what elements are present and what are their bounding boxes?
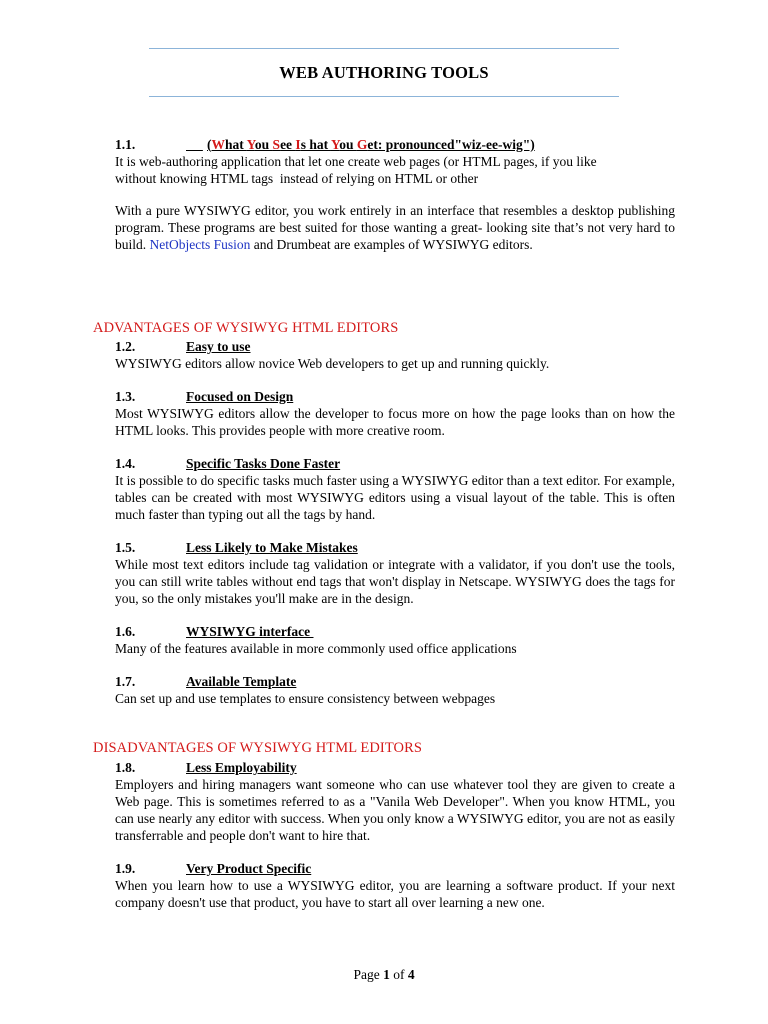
advantage-item [115, 673, 675, 707]
item-text: Employers and hiring managers want someone who can use whatever tool they are given to create a Web page. This is sometimes referred to as a "Vanila Web Developer". When you know HTML, you can use nearly any editor with success. When you only know a WYSIWYG editor, you are not as easily transferrable and people don't want to hire that. [115, 777, 675, 843]
acronym-letter-red: S [272, 137, 281, 152]
acronym-text: ee [280, 137, 296, 152]
wysiwyg-acronym [207, 137, 535, 152]
intro-heading [115, 136, 675, 153]
advantage-item [115, 455, 675, 523]
acronym-text: hat [225, 137, 247, 152]
footer-of: of [389, 967, 408, 982]
advantage-item [115, 539, 675, 607]
acronym-text: ( [207, 137, 212, 152]
acronym-text: ou [254, 137, 273, 152]
disadvantage-item [115, 860, 675, 911]
title-bottom-rule [149, 96, 619, 97]
intro-paragraph-2-start: With a pure WYSIWYG editor, you work entirely in an interface that resembles a desktop publishing program. These programs are best suited for those wanting a great- looking site that’s not very hard to build. [115, 203, 675, 252]
footer-prefix: Page [353, 967, 384, 982]
intro-paragraph-2-end: and Drumbeat are examples of WYSIWYG editors. [250, 237, 533, 252]
item-number: 1.1. [115, 137, 136, 152]
item-number: 1.2. [115, 339, 136, 354]
blank-underline [186, 136, 207, 153]
item-text: While most text editors include tag validation or integrate with a validator, if you don't use the tools, you can still write tables without end tags that won't display in Netscape. WYSIWYG does the tags for you, so the only mistakes you'll make are in the design. [115, 557, 675, 606]
intro-line-1: It is web-authoring application that let one create web pages (or HTML pages, if you like [115, 154, 597, 169]
page-title: WEB AUTHORING TOOLS [279, 63, 489, 82]
item-title: WYSIWYG interface [186, 624, 314, 639]
acronym-text: s hat [300, 137, 331, 152]
page-footer [0, 966, 768, 983]
item-number: 1.7. [115, 674, 136, 689]
item-number: 1.4. [115, 456, 136, 471]
item-title: Easy to use [186, 339, 251, 354]
item-number: 1.9. [115, 861, 136, 876]
top-rule [149, 48, 619, 49]
acronym-text: et: pronounced"wiz-ee-wig") [367, 137, 535, 152]
item-text: Many of the features available in more commonly used office applications [115, 641, 517, 656]
item-text: It is possible to do specific tasks much faster using a WYSIWYG editor than a text editor. For example, tables can be created with most WYSIWYG editors using a visual layout of the table. This is often much faster than typing out all the tags by hand. [115, 473, 675, 522]
item-number: 1.6. [115, 624, 136, 639]
acronym-letter-red: Y [330, 137, 340, 152]
acronym-letter-red: W [211, 137, 225, 152]
netobjects-fusion-link[interactable]: NetObjects Fusion [149, 237, 251, 252]
item-title: Specific Tasks Done Faster [186, 456, 341, 471]
item-text: Most WYSIWYG editors allow the developer to focus more on how the page looks than on how the HTML looks. This provides people with more creative room. [115, 406, 675, 438]
advantage-item [115, 338, 675, 372]
intro-section [115, 136, 675, 187]
item-title: Less Likely to Make Mistakes [186, 540, 358, 555]
acronym-letter-red: Y [246, 137, 255, 152]
footer-total-pages: 4 [407, 967, 415, 982]
advantage-item [115, 623, 675, 657]
acronym-letter-red: G [356, 137, 368, 152]
advantage-item [115, 388, 675, 439]
item-text: Can set up and use templates to ensure consistency between webpages [115, 691, 496, 706]
disadvantages-heading: DISADVANTAGES OF WYSIWYG HTML EDITORS [93, 740, 423, 756]
item-title: Very Product Specific [186, 861, 312, 876]
item-title: Less Employability [186, 760, 297, 775]
item-text: WYSIWYG editors allow novice Web developers to get up and running quickly. [115, 356, 550, 371]
disadvantage-item [115, 759, 675, 844]
item-title: Available Template [186, 674, 297, 689]
item-number: 1.3. [115, 389, 136, 404]
footer-current-page: 1 [383, 967, 390, 982]
intro-paragraph-2 [115, 202, 675, 253]
item-text: When you learn how to use a WYSIWYG editor, you are learning a software product. If your next company doesn't use that product, you have to start all over learning a new one. [115, 878, 675, 910]
item-title: Focused on Design [186, 389, 294, 404]
item-number: 1.8. [115, 760, 136, 775]
acronym-text: ou [339, 137, 357, 152]
intro-line-2: without knowing HTML tags instead of relying on HTML or other [115, 171, 479, 186]
item-number: 1.5. [115, 540, 136, 555]
acronym-letter-red: I [295, 137, 301, 152]
advantages-heading: ADVANTAGES OF WYSIWYG HTML EDITORS [93, 320, 399, 336]
